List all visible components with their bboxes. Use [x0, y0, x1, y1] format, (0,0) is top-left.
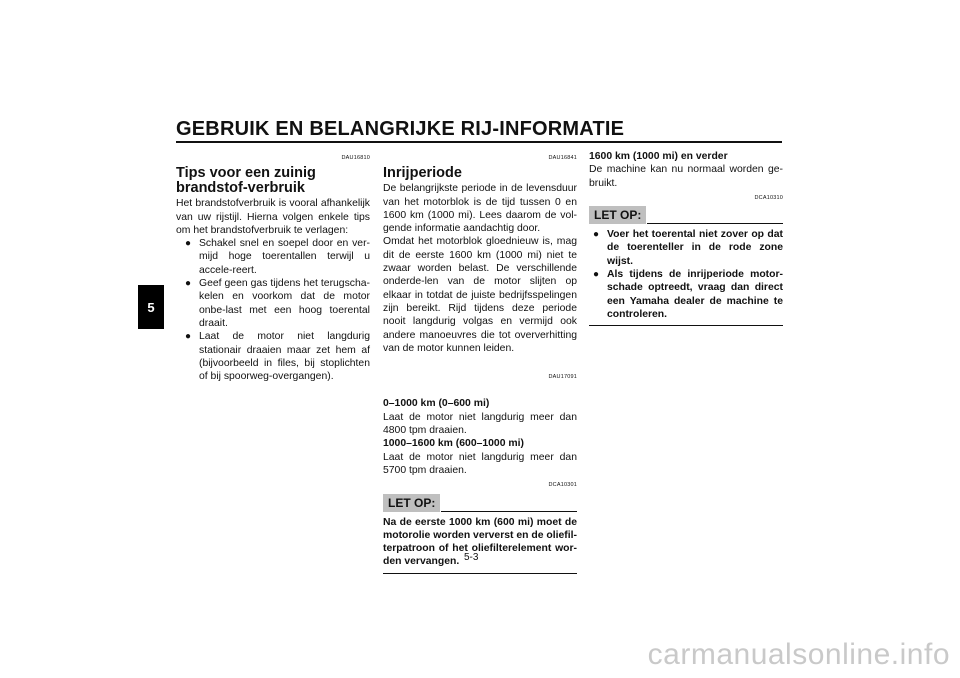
bullet-icon: ●: [185, 278, 192, 290]
chapter-tab: 5: [138, 285, 164, 329]
sub-title-1000-1600: 1000–1600 km (600–1000 mi): [383, 438, 524, 450]
list-item: ● Laat de motor niet langdurig stationair draaien maar zet hem af (bijvoorbeeld in files, bij stoplichten of bij spoorweg-overgangen).: [185, 331, 370, 383]
sub-text-0-1000: Laat de motor niet langdurig meer dan 4800 tpm draaien.: [383, 411, 577, 437]
list-item: ● Schakel snel en soepel door en ver-mijd hoge toerentallen terwijl u accele-reert.: [185, 238, 370, 276]
page-title: GEBRUIK EN BELANGRIJKE RIJ-INFORMATIE: [176, 118, 625, 140]
section-code: DAU16810: [341, 155, 370, 161]
section-code: DAU16841: [548, 155, 577, 161]
note-end-rule: [383, 573, 577, 574]
list-item: ● Voer het toerental niet zover op dat de toerenteller in de rode zone wijst.: [593, 229, 783, 267]
intro-text: Het brandstofverbruik is vooral afhankelijk van uw rijstijl. Hierna volgen enkele tips om het brandstofverbruik te verlagen:: [176, 198, 370, 236]
section-code: DAU17091: [548, 374, 577, 381]
sub-text-1600: De machine kan nu normaal worden ge-bruikt.: [589, 164, 783, 189]
page-number: 5-3: [464, 552, 479, 563]
note-header: [589, 206, 783, 226]
tips-list: [176, 237, 370, 383]
bullet-icon: ●: [185, 331, 192, 343]
column-after-break-in: [589, 150, 783, 326]
section-title-fuel: Tips voor een zuinig brandstof-verbruik: [176, 165, 316, 197]
watermark: carmanualsonline.info: [647, 638, 950, 671]
section-title-break-in: Inrijperiode: [383, 165, 462, 182]
header-rule: [176, 141, 782, 143]
note-end-rule: [589, 325, 783, 326]
sub-title-0-1000: 0–1000 km (0–600 mi): [383, 398, 490, 410]
note-list: [589, 226, 783, 321]
note-label: LET OP:: [383, 494, 440, 512]
bullet-icon: ●: [593, 269, 600, 281]
note-code: DCA10310: [754, 194, 783, 201]
list-item: ● Als tijdens de inrijperiode motor-schade optreedt, vraag dan direct een Yamaha dealer de machine te controleren.: [593, 269, 783, 320]
break-in-para-1: De belangrijkste periode in de levensduur van het motorblok is de tijd tussen 0 en 1600 km (1000 mi). Lees daarom de vol-gende informatie aandachtig door.: [383, 183, 577, 235]
sub-text-1000-1600: Laat de motor niet langdurig meer dan 5700 tpm draaien.: [383, 451, 577, 476]
column-break-in: [383, 150, 577, 574]
break-in-para-2: Omdat het motorblok gloednieuw is, mag dit de eerste 1600 km (1000 mi) niet te zwaar worden belast. De verschillende onderde-len van de motor slijten op elkaar in totdat de juiste bedrijfsspelingen zijn bereikt. Rijd tijdens deze periode nooit langdurig volgas en vermijd ook andere manoeuvres die tot oververhitting van de motor kunnen leiden.: [383, 236, 577, 354]
column-fuel-tips: [176, 150, 370, 383]
note-header: [383, 494, 577, 514]
bullet-icon: ●: [185, 238, 192, 250]
note-rule: [441, 511, 577, 512]
note-label: LET OP:: [589, 206, 646, 224]
list-item: ● Geef geen gas tijdens het terugscha-kelen en voorkom dat de motor onbe-last met een hoog toerental draait.: [185, 278, 370, 329]
note-rule: [647, 223, 783, 224]
bullet-icon: ●: [593, 229, 600, 241]
note-text: Na de eerste 1000 km (600 mi) moet de motorolie worden ververst en de oliefil-terpatroon of het oliefilterelement wor-den vervangen.: [383, 516, 578, 568]
note-code: DCA10301: [548, 482, 577, 489]
sub-title-1600: 1600 km (1000 mi) en verder: [589, 151, 728, 162]
